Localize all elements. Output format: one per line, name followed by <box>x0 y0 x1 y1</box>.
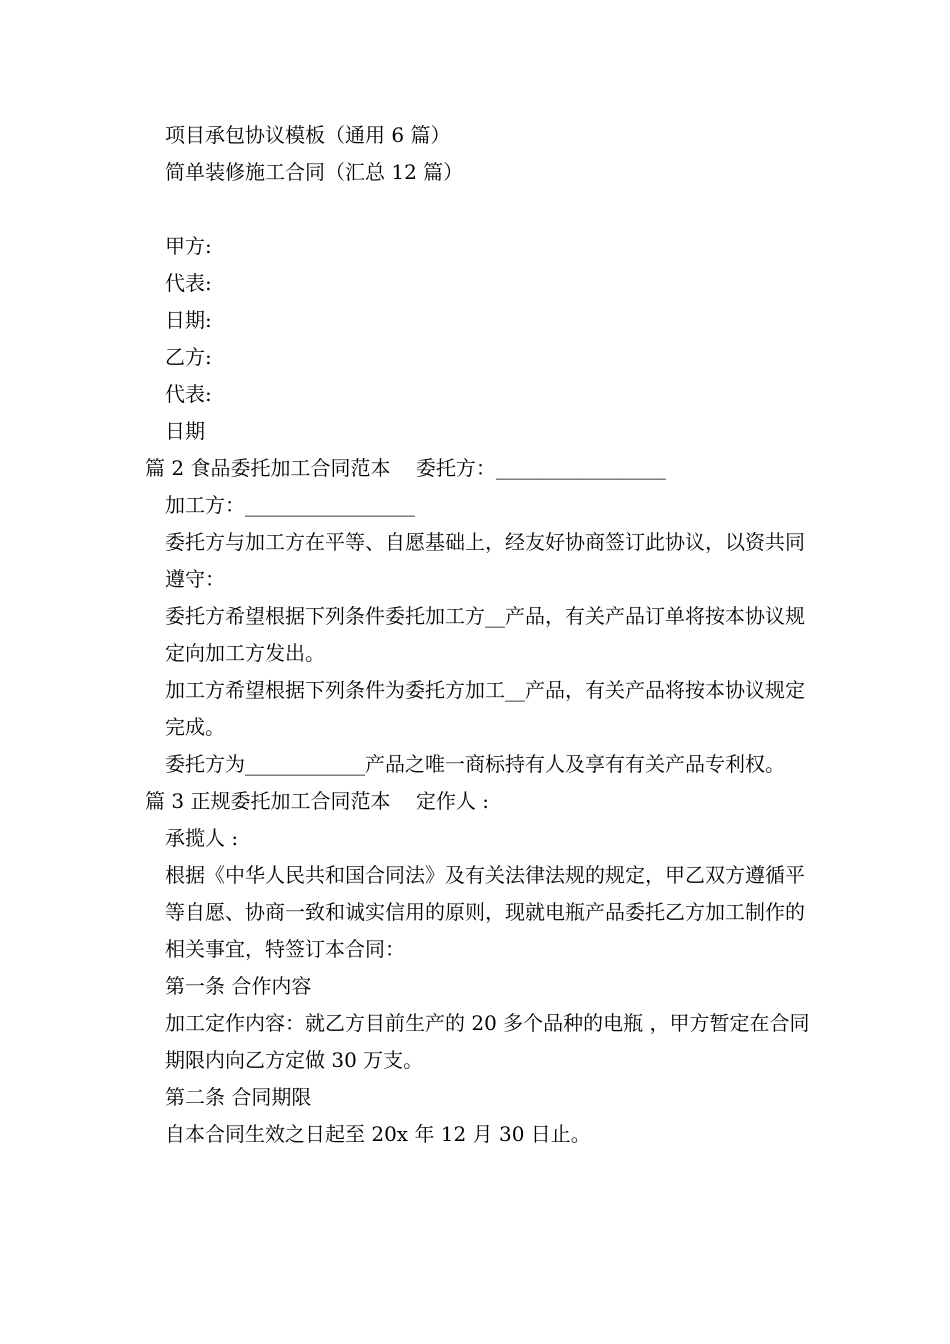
doc-paragraph: 委托方与加工方在平等、自愿基础上，经友好协商签订此协议，以资共同遵守： <box>165 530 805 591</box>
blank-line <box>145 191 810 228</box>
doc-paragraph: 加工定作内容：就乙方目前生产的 20 多个品种的电瓶 ，甲方暂定在合同期限内向乙方定做 30 万支。 <box>165 1011 810 1072</box>
doc-line: 简单装修施工合同（汇总 12 篇） <box>165 160 464 184</box>
clause-heading: 第一条 合作内容 <box>165 974 312 998</box>
date-label: 日期 <box>165 419 205 443</box>
document-page <box>145 117 810 1153</box>
doc-line: 加工方：_________________ <box>165 493 415 517</box>
section-heading: 篇 2 食品委托加工合同范本 委托方：_________________ <box>145 456 666 480</box>
doc-paragraph: 委托方希望根据下列条件委托加工方__产品，有关产品订单将按本协议规定向加工方发出。 <box>165 604 805 665</box>
date-label: 日期: <box>165 308 212 332</box>
section-heading: 篇 3 正规委托加工合同范本 定作人 : <box>145 789 489 813</box>
party-b-label: 乙方: <box>165 345 212 369</box>
doc-paragraph: 根据《中华人民共和国合同法》及有关法律法规的规定，甲乙双方遵循平等自愿、协商一致和诚实信用的原则，现就电瓶产品委托乙方加工制作的相关事宜，特签订本合同： <box>165 863 805 961</box>
doc-paragraph: 自本合同生效之日起至 20x 年 12 月 30 日止。 <box>165 1122 591 1146</box>
representative-label: 代表: <box>165 271 212 295</box>
doc-line: 项目承包协议模板（通用 6 篇） <box>165 123 451 147</box>
representative-label: 代表: <box>165 382 212 406</box>
clause-heading: 第二条 合同期限 <box>165 1085 312 1109</box>
doc-line: 承揽人 : <box>165 826 239 850</box>
doc-paragraph: 加工方希望根据下列条件为委托方加工__产品，有关产品将按本协议规定完成。 <box>165 678 805 739</box>
party-a-label: 甲方: <box>165 234 212 258</box>
doc-paragraph: 委托方为____________产品之唯一商标持有人及享有有关产品专利权。 <box>165 752 785 776</box>
